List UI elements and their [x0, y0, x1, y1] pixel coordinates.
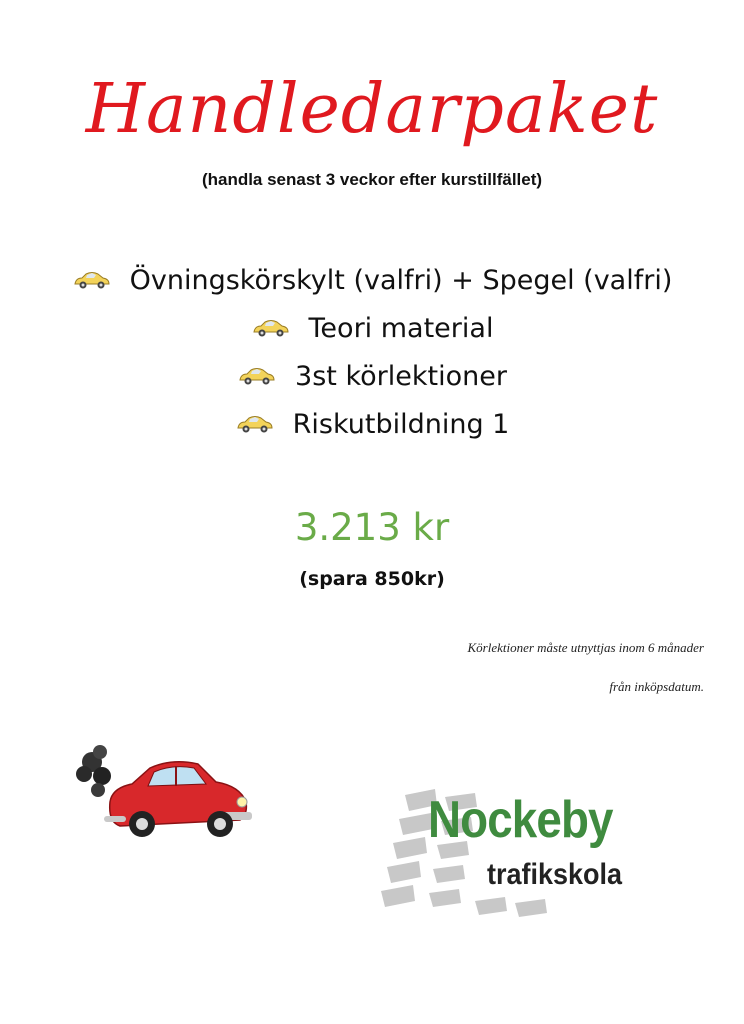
page-subtitle: (handla senast 3 veckor efter kurstillfället)	[201, 170, 543, 189]
car-bullet-icon	[251, 317, 291, 339]
list-item-label: Övningskörskylt (valfri) + Spegel (valfri)	[129, 264, 673, 296]
red-car-illustration	[70, 740, 260, 850]
list-item	[0, 352, 744, 400]
logo-name: Nockeby	[428, 791, 613, 849]
list-item-label: 3st körlektioner	[295, 360, 507, 392]
list-item	[0, 400, 744, 448]
logo-subtitle: trafikskola	[487, 858, 623, 891]
car-bullet-icon	[235, 413, 275, 435]
list-item-label: Teori material	[308, 312, 494, 344]
package-price: 3.213 kr	[294, 506, 450, 549]
validity-note-line-2: från inköpsdatum.	[609, 679, 704, 694]
package-items-list	[0, 256, 744, 448]
list-item	[0, 304, 744, 352]
car-bullet-icon	[72, 269, 112, 291]
page-title: Handledarpaket	[85, 70, 659, 149]
validity-note-line-1: Körlektioner måste utnyttjas inom 6 månader	[467, 640, 704, 655]
savings-note: (spara 850kr)	[299, 568, 445, 590]
list-item	[0, 256, 744, 304]
list-item-label: Riskutbildning 1	[292, 408, 510, 440]
car-bullet-icon	[237, 365, 277, 387]
